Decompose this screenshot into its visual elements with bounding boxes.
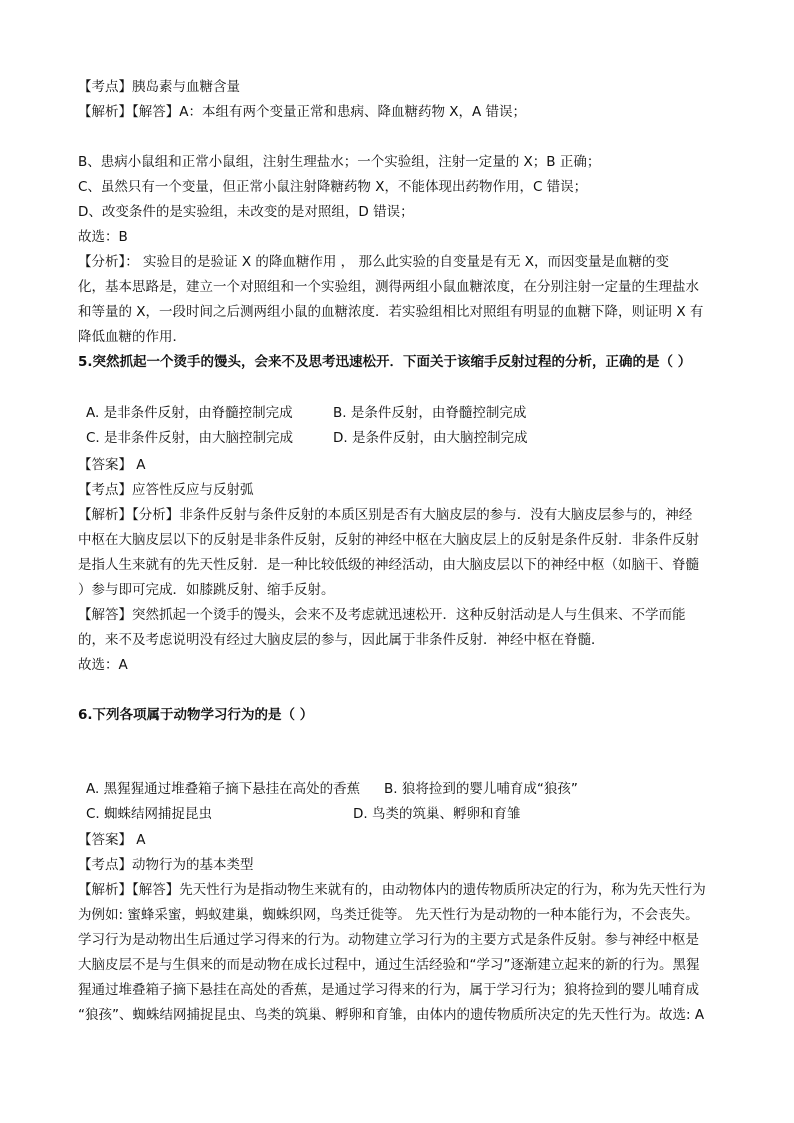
- text-line: 猩通过堆叠箱子摘下悬挂在高处的香蕉，是通过学习得来的行为，属于学习行为；狼将捡到的婴儿哺育成: [78, 982, 699, 998]
- text-line: 为例如: 蜜蜂采蜜，蚂蚁建巢，蜘蛛织网，鸟类迁徙等。 先天性行为是动物的一种本能行为，不会丧失。: [78, 907, 699, 923]
- text-line: 故选：A: [78, 657, 128, 673]
- text-line: 的，来不及考虑说明没有经过大脑皮层的参与，因此属于非条件反射．神经中枢在脊髓．: [78, 632, 605, 648]
- text-line: D、改变条件的是实验组，未改变的是对照组，D 错误；: [78, 204, 414, 220]
- text-line: 【解答】突然抓起一个烫手的馒头，会来不及考虑就迅速松开．这种反射活动是人与生俱来、不学而能: [78, 607, 686, 623]
- q5-option-b: B. 是条件反射，由脊髓控制完成: [333, 405, 527, 421]
- text-line: 降低血糖的作用．: [78, 329, 186, 345]
- text-line: 故选：B: [78, 229, 128, 245]
- question-6: 6.下列各项属于动物学习行为的是（ ）: [78, 707, 314, 723]
- text-line: C、虽然只有一个变量，但正常小鼠注射降糖药物 X，不能体现出药物作用，C 错误；: [78, 179, 588, 195]
- text-line: 中枢在大脑皮层以下的反射是非条件反射，反射的神经中枢在大脑皮层上的反射是条件反射．非条件反射: [78, 532, 699, 548]
- q6-option-a: A. 黑猩猩通过堆叠箱子摘下悬挂在高处的香蕉: [86, 781, 361, 797]
- q6-option-b: B. 狼将捡到的婴儿哺育成“狼孩”: [384, 781, 578, 797]
- text-line: “狼孩”、蜘蛛结网捕捉昆虫、鸟类的筑巢、孵卵和育雏，由体内的遗传物质所决定的先天性行为。故选: A: [78, 1007, 705, 1023]
- text-line: 【考点】胰岛素与血糖含量: [78, 79, 240, 95]
- text-line: 【解析】【解答】A：本组有两个变量正常和患病、降血糖药物 X，A 错误；: [78, 104, 527, 120]
- text-line: 学习行为是动物出生后通过学习得来的行为。动物建立学习行为的主要方式是条件反射。参与神经中枢是: [78, 932, 699, 948]
- text-line: B、患病小鼠组和正常小鼠组，注射生理盐水；一个实验组，注射一定量的 X；B 正确；: [78, 154, 601, 170]
- text-line: 是指人生来就有的先天性反射．是一种比较低级的神经活动，由大脑皮层以下的神经中枢（如脑干、脊髓: [78, 557, 699, 573]
- text-line: 【考点】应答性反应与反射弧: [78, 482, 254, 498]
- text-line: 【解析】【解答】先天性行为是指动物生来就有的，由动物体内的遗传物质所决定的行为，称为先天性行为: [78, 882, 706, 898]
- question-5: 5.突然抓起一个烫手的馒头，会来不及思考迅速松开．下面关于该缩手反射过程的分析，正确的是（ ）: [78, 354, 692, 370]
- q5-option-d: D. 是条件反射，由大脑控制完成: [333, 430, 528, 446]
- q6-option-c: C. 蜘蛛结网捕捉昆虫: [86, 806, 213, 822]
- q5-option-c: C. 是非条件反射，由大脑控制完成: [86, 430, 294, 446]
- q5-option-a: A. 是非条件反射，由脊髓控制完成: [86, 405, 293, 421]
- q6-option-d: D. 鸟类的筑巢、孵卵和育雏: [353, 806, 521, 822]
- text-line: ）参与即可完成．如膝跳反射、缩手反射。: [78, 582, 335, 598]
- text-line: 大脑皮层不是与生俱来的而是动物在成长过程中，通过生活经验和“学习”逐渐建立起来的新的行为。黑猩: [78, 957, 700, 973]
- text-line: 和等量的 X，一段时间之后测两组小鼠的血糖浓度．若实验组相比对照组有明显的血糖下降，则证明 X 有: [78, 304, 704, 320]
- text-line: 【考点】动物行为的基本类型: [78, 857, 254, 873]
- text-line: 化，基本思路是，建立一个对照组和一个实验组，测得两组小鼠血糖浓度，在分别注射一定量的生理盐水: [78, 279, 699, 295]
- text-line: 【解析】【分析】非条件反射与条件反射的本质区别是否有大脑皮层的参与．没有大脑皮层参与的，神经: [78, 507, 693, 523]
- answer-line: 【答案】 A: [78, 832, 146, 848]
- answer-line: 【答案】 A: [78, 457, 146, 473]
- text-line: 【分析】： 实验目的是验证 X 的降血糖作用 ， 那么此实验的自变量是有无 X，而因变量是血糖的变: [78, 254, 669, 270]
